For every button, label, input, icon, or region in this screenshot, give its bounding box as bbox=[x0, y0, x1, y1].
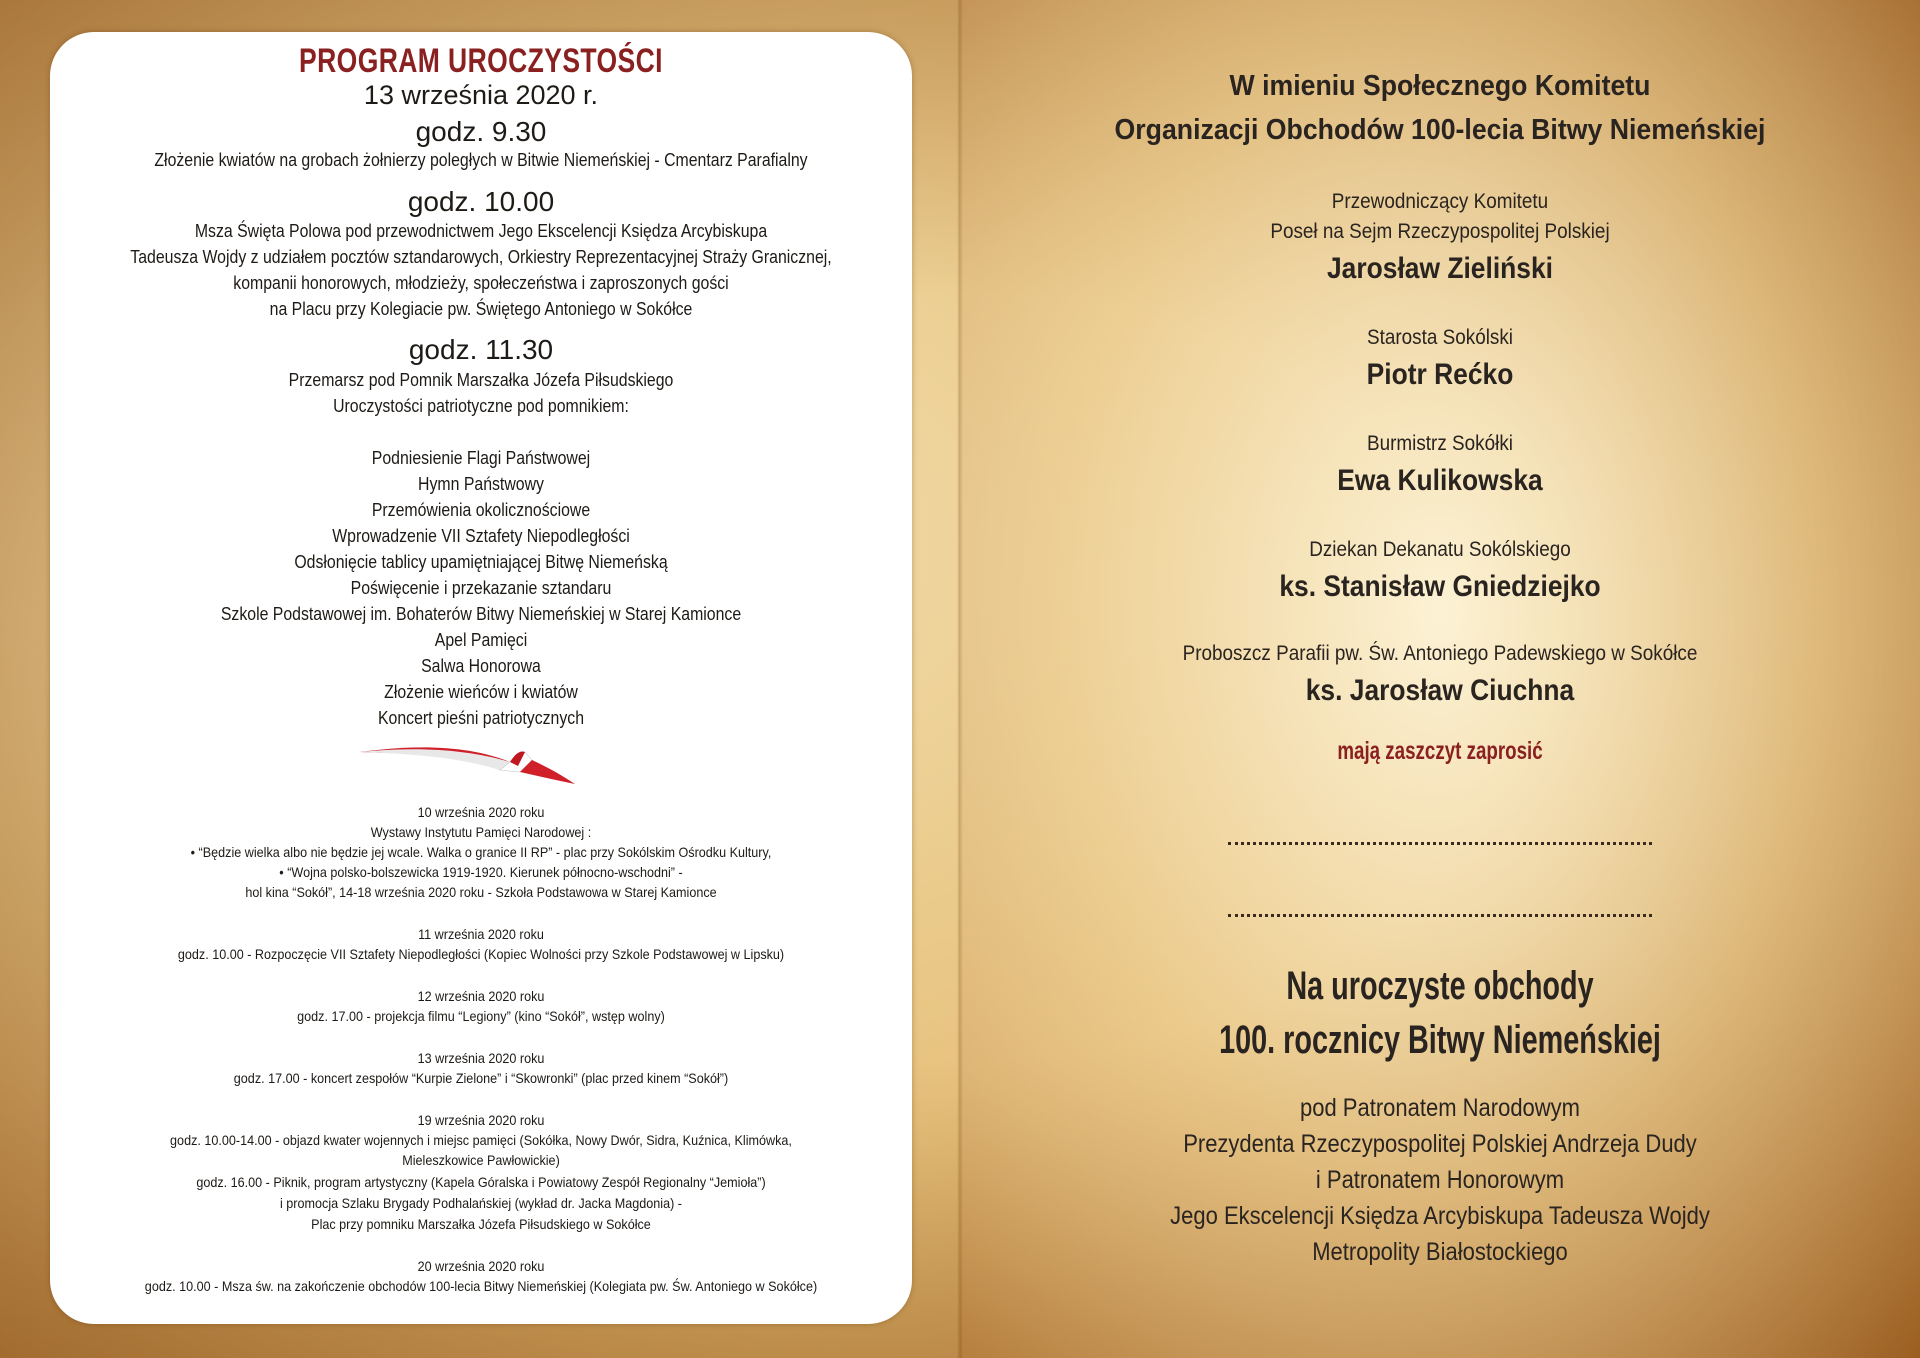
signatory-name: ks. Stanisław Gniedziejko bbox=[1279, 570, 1601, 603]
signatory-name: Jarosław Zieliński bbox=[1327, 252, 1553, 285]
patronage-line: Prezydenta Rzeczypospolitej Polskiej Andrzeja Dudy bbox=[1183, 1130, 1697, 1158]
event-line: Mieleszkowice Pawłowickie) bbox=[402, 1152, 560, 1168]
polish-flag-ribbon-icon bbox=[360, 740, 580, 786]
event-date: 20 września 2020 roku bbox=[417, 1258, 545, 1274]
event-date: 13 września 2020 roku bbox=[417, 1050, 545, 1066]
ceremony-item: Szkole Podstawowej im. Bohaterów Bitwy Niemeńskiej w Starej Kamionce bbox=[220, 604, 742, 624]
block-1130-line: Uroczystości patriotyczne pod pomnikiem: bbox=[333, 396, 629, 416]
event-line: i promocja Szlaku Brygady Podhalańskiej (wykład dr. Jacka Magdonia) - bbox=[280, 1195, 682, 1211]
invitation-panel bbox=[960, 0, 1920, 1358]
guest-name-line bbox=[1228, 842, 1652, 845]
occasion-title: 100. rocznicy Bitwy Niemeńskiej bbox=[1219, 1018, 1661, 1062]
time-930: godz. 9.30 bbox=[415, 116, 547, 147]
block-1000-line: na Placu przy Kolegiacie pw. Świętego Antoniego w Sokółce bbox=[269, 299, 693, 319]
ceremony-item: Podniesienie Flagi Państwowej bbox=[371, 448, 591, 468]
event-date: 12 września 2020 roku bbox=[417, 988, 545, 1004]
event-line: hol kina “Sokół”, 14-18 września 2020 roku - Szkoła Podstawowa w Starej Kamionce bbox=[245, 884, 717, 900]
event-line: • “Będzie wielka albo nie będzie jej wcale. Walka o granice II RP” - plac przy Sokólskim Ośrodku Kultury, bbox=[190, 844, 772, 860]
ceremony-item: Wprowadzenie VII Sztafety Niepodległości bbox=[332, 526, 630, 546]
ceremony-item: Apel Pamięci bbox=[434, 630, 528, 650]
block-1130-line: Przemarsz pod Pomnik Marszałka Józefa Piłsudskiego bbox=[288, 370, 674, 390]
event-line: godz. 17.00 - koncert zespołów “Kurpie Zielone” i “Skowronki” (plac przed kinem “Sokół”) bbox=[233, 1070, 729, 1086]
invite-phrase: mają zaszczyt zaprosić bbox=[1337, 737, 1543, 765]
signatory-role: Dziekan Dekanatu Sokólskiego bbox=[1309, 538, 1571, 561]
event-line: godz. 10.00 - Msza św. na zakończenie obchodów 100-lecia Bitwy Niemeńskiej (Kolegiata pw. Św. Antoniego w Sokółce) bbox=[144, 1278, 818, 1294]
patronage-line: Jego Ekscelencji Księdza Arcybiskupa Tadeusza Wojdy bbox=[1170, 1202, 1710, 1230]
ceremony-item: Odsłonięcie tablicy upamiętniającej Bitwę Niemeńską bbox=[294, 552, 668, 572]
program-date: 13 września 2020 r. bbox=[363, 80, 599, 110]
event-date: 11 września 2020 roku bbox=[418, 926, 544, 942]
signatory-role: Poseł na Sejm Rzeczypospolitej Polskiej bbox=[1270, 220, 1610, 243]
event-line: • “Wojna polsko-bolszewicka 1919-1920. Kierunek północno-wschodni” - bbox=[279, 864, 683, 880]
signatory-role: Przewodniczący Komitetu bbox=[1331, 190, 1549, 213]
patronage-line: i Patronatem Honorowym bbox=[1315, 1166, 1565, 1194]
block-1000-line: kompanii honorowych, młodzieży, społeczeństwa i zaproszonych gości bbox=[233, 273, 729, 293]
event-line: godz. 10.00 - Rozpoczęcie VII Sztafety Niepodległości (Kopiec Wolności przy Szkole Podstawowej w Lipsku) bbox=[177, 946, 785, 962]
signatory-role: Proboszcz Parafii pw. Św. Antoniego Padewskiego w Sokółce bbox=[1182, 642, 1698, 665]
event-line: godz. 17.00 - projekcja filmu “Legiony” (kino “Sokół”, wstęp wolny) bbox=[297, 1008, 665, 1024]
occasion-title: Na uroczyste obchody bbox=[1286, 964, 1594, 1008]
signatory-name: ks. Jarosław Ciuchna bbox=[1305, 674, 1575, 707]
program-title: PROGRAM UROCZYSTOŚCI bbox=[299, 42, 663, 80]
patronage-line: Metropolity Białostockiego bbox=[1312, 1238, 1568, 1266]
ceremony-item: Koncert pieśni patriotycznych bbox=[377, 708, 585, 728]
block-1000-line: Tadeusza Wojdy z udziałem pocztów sztandarowych, Orkiestry Reprezentacyjnej Straży Granicznej, bbox=[130, 247, 832, 267]
signatory-name: Piotr Rećko bbox=[1366, 358, 1514, 391]
signatory-name: Ewa Kulikowska bbox=[1337, 464, 1543, 497]
signatory-role: Starosta Sokólski bbox=[1366, 326, 1514, 349]
invitation-heading: W imieniu Społecznego Komitetu bbox=[1229, 70, 1651, 102]
time-1000: godz. 10.00 bbox=[407, 186, 555, 217]
block-930-line: Złożenie kwiatów na grobach żołnierzy poległych w Bitwie Niemeńskiej - Cmentarz Parafialny bbox=[154, 150, 808, 170]
event-line: Plac przy pomniku Marszałka Józefa Piłsudskiego w Sokółce bbox=[311, 1216, 651, 1232]
patronage-line: pod Patronatem Narodowym bbox=[1299, 1094, 1581, 1122]
block-1000-line: Msza Święta Polowa pod przewodnictwem Jego Ekscelencji Księdza Arcybiskupa bbox=[194, 221, 768, 241]
ceremony-item: Poświęcenie i przekazanie sztandaru bbox=[350, 578, 612, 598]
time-1130: godz. 11.30 bbox=[408, 334, 554, 365]
guest-name-line bbox=[1228, 914, 1652, 917]
ceremony-item: Złożenie wieńców i kwiatów bbox=[384, 682, 578, 702]
event-line: godz. 16.00 - Piknik, program artystyczny (Kapela Góralska i Powiatowy Zespół Regionalny “Jemioła”) bbox=[196, 1174, 766, 1190]
program-card bbox=[50, 32, 912, 1324]
ceremony-item: Przemówienia okolicznościowe bbox=[371, 500, 591, 520]
ceremony-item: Hymn Państwowy bbox=[418, 474, 544, 494]
event-line: godz. 10.00-14.00 - objazd kwater wojennych i miejsc pamięci (Sokółka, Nowy Dwór, Sidra, Kuźnica, Klimówka, bbox=[170, 1132, 792, 1148]
invitation-heading: Organizacji Obchodów 100-lecia Bitwy Niemeńskiej bbox=[1114, 114, 1766, 146]
signatory-role: Burmistrz Sokółki bbox=[1367, 432, 1513, 455]
event-line: Wystawy Instytutu Pamięci Narodowej : bbox=[370, 824, 592, 840]
event-date: 19 września 2020 roku bbox=[417, 1112, 545, 1128]
event-date: 10 września 2020 roku bbox=[417, 804, 545, 820]
ceremony-item: Salwa Honorowa bbox=[421, 656, 541, 676]
